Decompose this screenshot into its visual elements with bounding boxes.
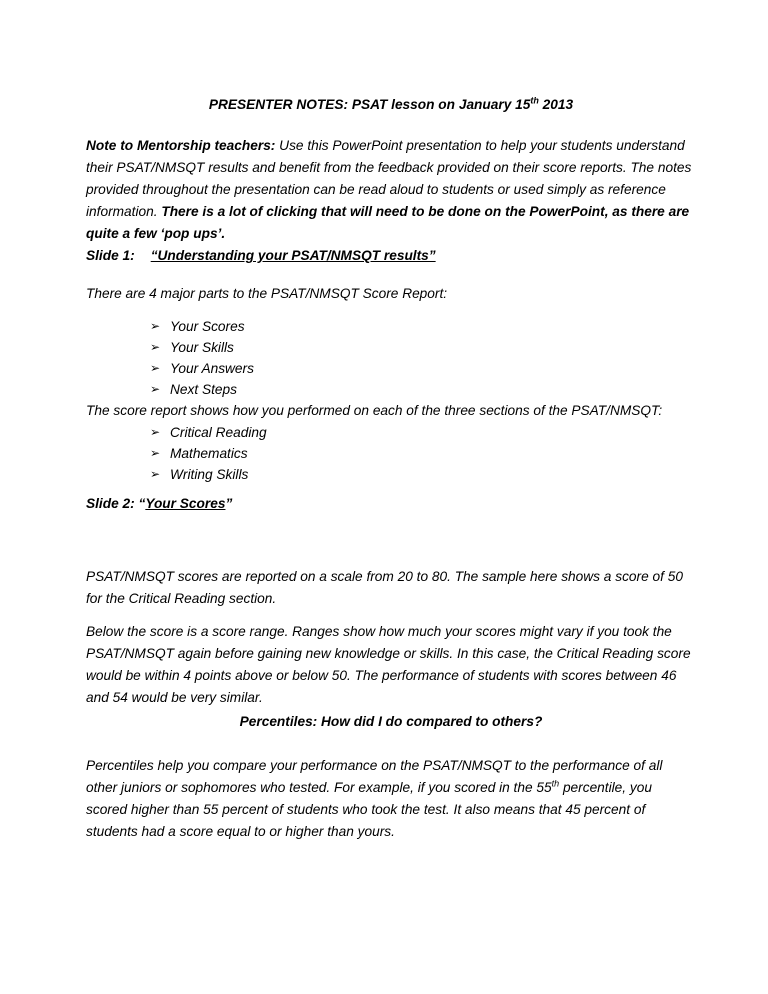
test-section-item-label: Mathematics — [170, 446, 248, 461]
slide1-intro-text: There are 4 major parts to the PSAT/NMSQT Score Report: — [86, 286, 448, 301]
report-part-item — [150, 337, 696, 358]
slide2-heading — [86, 493, 696, 515]
note-label: Note to Mentorship teachers: — [86, 138, 276, 153]
slide1-sections-intro-text: The score report shows how you performed on each of the three sections of the PSAT/NMSQT: — [86, 403, 663, 418]
report-part-item-label: Your Answers — [170, 361, 254, 376]
test-section-item — [150, 422, 696, 443]
document-title — [86, 94, 696, 116]
report-part-item — [150, 316, 696, 337]
mentorship-note — [86, 135, 696, 245]
slide1-parts — [86, 316, 696, 400]
slide1-title: “Understanding your PSAT/NMSQT results” — [150, 248, 436, 263]
percentiles-heading-text: Percentiles: How did I do compared to others? — [239, 714, 543, 729]
title-superscript: th — [530, 95, 539, 106]
slide2-label: Slide 2: — [86, 496, 139, 511]
slide1-sections — [86, 422, 696, 485]
para3-text-b: percentile, you scored higher than 55 percent of students who took the test. It also means that 45 percent of students had a score equal to or higher than yours. — [86, 780, 652, 839]
test-section-item — [150, 464, 696, 485]
para3-superscript: th — [551, 778, 560, 789]
percentiles-heading — [86, 711, 696, 733]
note-text: Use this PowerPoint presentation to help your students understand their PSAT/NMSQT results and benefit from the feedback provided on their score reports. The notes provided throughout the presentation can be read aloud to students or used simply as reference information. — [86, 138, 692, 219]
arrow-bullet-icon: ➢ — [150, 361, 161, 375]
report-part-item-label: Your Scores — [170, 319, 245, 334]
arrow-bullet-icon: ➢ — [150, 425, 161, 439]
slide1-label: Slide 1: — [86, 248, 135, 263]
report-part-item-label: Your Skills — [170, 340, 234, 355]
test-section-item — [150, 443, 696, 464]
sections-list — [86, 422, 696, 485]
slide1-sections-intro — [86, 400, 696, 422]
slide2-title-open-quote: “ — [138, 496, 146, 511]
report-part-item-label: Next Steps — [170, 382, 237, 397]
slide1-heading — [86, 245, 696, 267]
test-section-item-label: Writing Skills — [170, 467, 249, 482]
note-bold-text: There is a lot of clicking that will need to be done on the PowerPoint, as there are quite a few ‘pop ups’. — [86, 204, 690, 241]
title-year: 2013 — [538, 97, 574, 112]
slide2-para1-text: PSAT/NMSQT scores are reported on a scale from 20 to 80. The sample here shows a score of 50 for the Critical Reading section. — [86, 569, 683, 606]
arrow-bullet-icon: ➢ — [150, 467, 161, 481]
test-section-item-label: Critical Reading — [170, 425, 267, 440]
arrow-bullet-icon: ➢ — [150, 340, 161, 354]
report-part-item — [150, 379, 696, 400]
slide2-para2 — [86, 621, 696, 709]
para3-text-a: Percentiles help you compare your performance on the PSAT/NMSQT to the performance of all other juniors or sophomores who tested. For example, if you scored in the 55 — [86, 758, 663, 795]
slide2-para2-text: Below the score is a score range. Ranges show how much your scores might vary if you took the PSAT/NMSQT again before gaining new knowledge or skills. In this case, the Critical Reading score would be within 4 points above or below 50. The performance of students with scores between 46 and 54 would be very similar. — [86, 624, 691, 705]
arrow-bullet-icon: ➢ — [150, 319, 161, 333]
slide2-para3 — [86, 755, 696, 843]
slide1-intro — [86, 283, 696, 305]
slide2-title: Your Scores — [145, 496, 226, 511]
title-text: PRESENTER NOTES: PSAT lesson on January 15 — [208, 97, 531, 112]
slide2-para1 — [86, 566, 696, 610]
arrow-bullet-icon: ➢ — [150, 446, 161, 460]
slide2-title-close-quote: ” — [225, 496, 233, 511]
arrow-bullet-icon: ➢ — [150, 382, 161, 396]
report-part-item — [150, 358, 696, 379]
parts-list — [86, 316, 696, 400]
